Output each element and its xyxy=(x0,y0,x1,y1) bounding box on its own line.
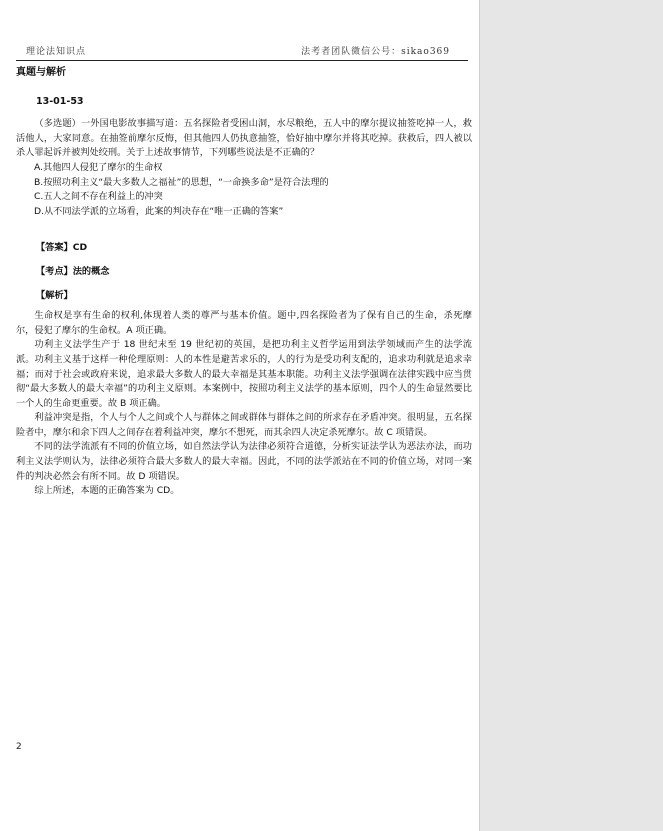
question-stem: （多选题）一外国电影故事描写道：五名探险者受困山洞，水尽粮绝，五人中的摩尔提议抽签吃掉一人，救活他人，大家同意。在抽签前摩尔反悔，但其他四人仍执意抽签，恰好抽中摩尔并将其吃掉。获救后，四人被以杀人罪起诉并被判处绞刑。关于上述故事情节，下列哪些说法是不正确的？ xyxy=(16,118,472,159)
analysis-label: 【解析】 xyxy=(36,289,73,301)
section-title: 真题与解析 xyxy=(16,67,66,78)
page-header xyxy=(16,44,468,60)
header-right-text: 法考者团队微信公号：sikao369 xyxy=(301,47,450,57)
option-b: B.按照功利主义“最大多数人之福祉”的思想，“一命换多命”是符合法理的 xyxy=(34,176,329,188)
header-rule xyxy=(16,60,468,61)
analysis-paragraph: 功利主义法学生产于 18 世纪末至 19 世纪初的英国，是把功利主义哲学运用到法学领域而产生的法学流派。功利主义基于这样一种伦理原则：人的本性是避苦求乐的，人的行为是受功利支配的，追求功利就是追求幸福；而对于社会或政府来说，追求最大多数人的最大幸福是其基本职能。功利主义法学强调在法律实践中应当贯彻“最大多数人的最大幸福”的功利主义原则。本案例中，按照功利主义法学的基本原则，四个人的生命显然要比一个人的生命更重要。故 B 项正确。 xyxy=(16,339,472,409)
option-a: A.其他四人侵犯了摩尔的生命权 xyxy=(34,161,163,173)
option-c: C.五人之间不存在利益上的冲突 xyxy=(34,191,163,203)
header-left-text: 理论法知识点 xyxy=(26,47,87,57)
viewer-side-pane xyxy=(480,0,663,831)
page-content xyxy=(16,66,472,499)
page-number: 2 xyxy=(16,742,22,752)
analysis-paragraph: 利益冲突是指，个人与个人之间或个人与群体之间或群体与群体之间的所求存在矛盾冲突。很明显，五名探险者中，摩尔和余下四人之间存在着利益冲突，摩尔不想死，而其余四人决定杀死摩尔。故 C 项错误。 xyxy=(16,412,472,438)
analysis-paragraph: 生命权是享有生命的权利,体现着人类的尊严与基本价值。题中,四名探险者为了保有自己的生命，杀死摩尔，侵犯了摩尔的生命权。A 项正确。 xyxy=(16,310,472,336)
spacer xyxy=(16,219,472,241)
option-d: D.从不同法学派的立场看，此案的判决存在“唯一正确的答案” xyxy=(34,205,284,217)
key-point-line: 【考点】法的概念 xyxy=(36,265,110,277)
analysis-paragraph: 综上所述，本题的正确答案为 CD。 xyxy=(34,485,180,497)
question-id: 13-01-53 xyxy=(36,95,84,107)
answer-line: 【答案】CD xyxy=(36,242,88,254)
analysis-paragraph: 不同的法学流派有不同的价值立场，如自然法学认为法律必须符合道德，分析实证法学认为恶法亦法，而功利主义法学则认为，法律必须符合最大多数人的最大幸福。因此，不同的法学派站在不同的价值立场，对同一案件的判决必然会有所不同。故 D 项错误。 xyxy=(16,441,472,482)
